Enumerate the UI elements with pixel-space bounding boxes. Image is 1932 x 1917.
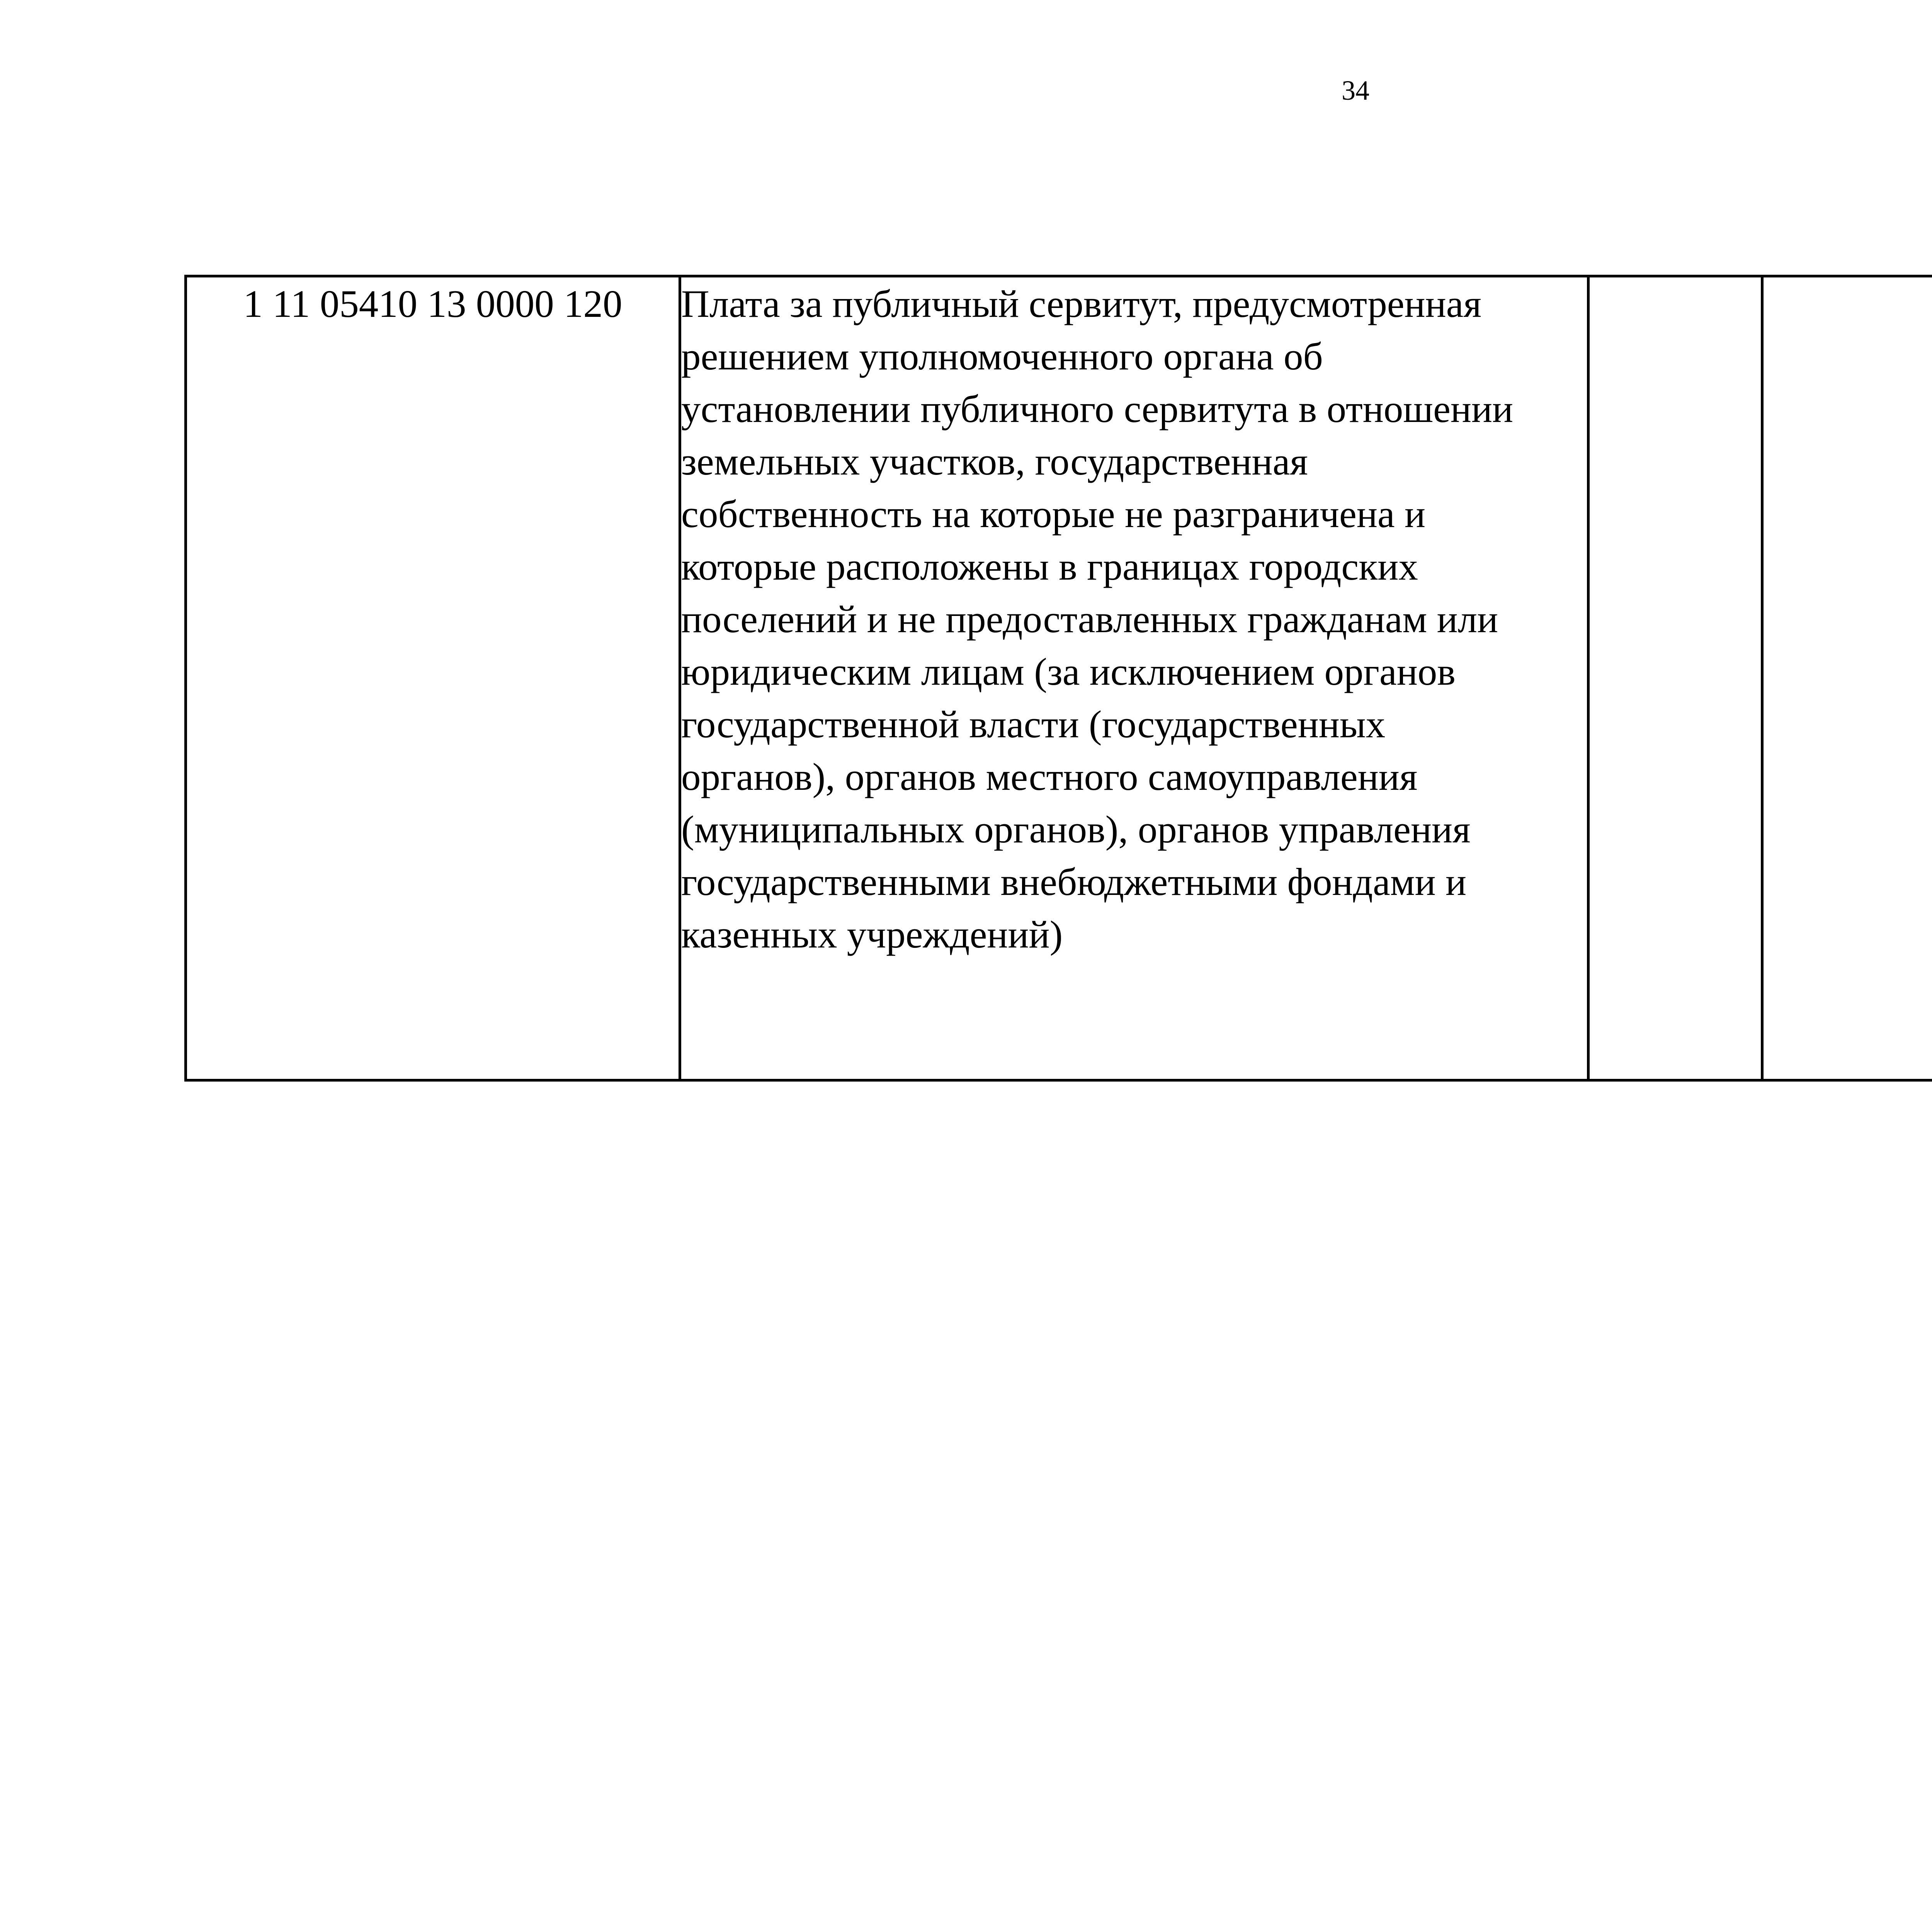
description-line: собственность на которые не разграничена и bbox=[681, 492, 1426, 536]
description-line: поселений и не предоставленных гражданам или bbox=[681, 597, 1498, 641]
description-line: (муниципальных органов), органов управления bbox=[681, 808, 1471, 851]
description-line: Плата за публичный сервитут, предусмотренная bbox=[681, 282, 1481, 325]
description-line: которые расположены в границах городских bbox=[681, 545, 1418, 588]
description-line: юридическим лицам (за исключением органов bbox=[681, 650, 1456, 693]
description-line: государственной власти (государственных bbox=[681, 703, 1386, 746]
revenue-table bbox=[184, 275, 1932, 1082]
description-line: земельных участков, государственная bbox=[681, 440, 1308, 483]
description-line: решением уполномоченного органа об bbox=[681, 335, 1323, 378]
description-line: органов), органов местного самоуправления bbox=[681, 755, 1418, 798]
table-row bbox=[186, 276, 1932, 1080]
description-line: казенных учреждений) bbox=[681, 913, 1063, 956]
budget-code-cell: 1 11 05410 13 0000 120 bbox=[186, 276, 680, 1080]
description-line: государственными внебюджетными фондами и bbox=[681, 860, 1467, 903]
value-cell-3 bbox=[1588, 276, 1762, 1080]
value-cell-4 bbox=[1762, 276, 1932, 1080]
description-cell bbox=[680, 276, 1588, 1080]
description-line: установлении публичного сервитута в отношении bbox=[681, 387, 1514, 430]
page-number: 34 bbox=[1342, 75, 1369, 106]
